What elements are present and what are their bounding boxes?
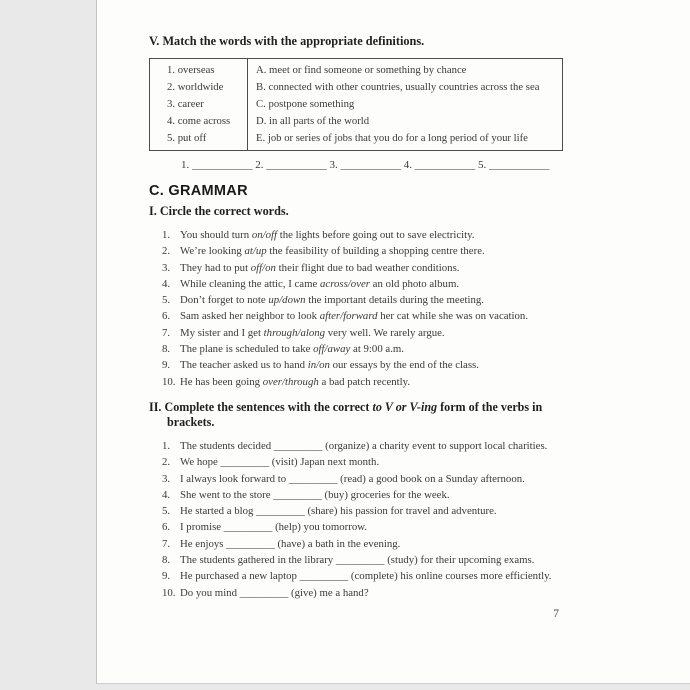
- item-text: He purchased a new laptop _________ (complete) his online courses more efficiently.: [180, 570, 552, 583]
- choice-words: at/up: [244, 245, 267, 258]
- grammar-item: [149, 308, 568, 324]
- item-number: 8.: [162, 554, 171, 567]
- grammar-item: [149, 374, 568, 390]
- match-table: [149, 58, 563, 151]
- item-number: 2.: [162, 456, 171, 469]
- item-text-post: an old photo album.: [369, 277, 460, 290]
- item-number: 1.: [162, 439, 171, 452]
- item-number: 10.: [162, 586, 176, 599]
- table-row: [150, 79, 563, 96]
- grammar-item: [149, 503, 568, 519]
- grammar-ii-list: [149, 438, 568, 601]
- word-cell: 2. worldwide: [167, 81, 224, 93]
- item-text: She went to the store _________ (buy) groceries for the week.: [180, 488, 450, 501]
- item-text-post: her cat while she was on vacation.: [377, 310, 529, 323]
- choice-words: across/over: [320, 277, 370, 290]
- item-text-post: the feasibility of building a shopping centre there.: [266, 245, 485, 258]
- item-number: 5.: [162, 505, 171, 518]
- item-text-post: the lights before going out to save electricity.: [277, 229, 475, 241]
- item-number: 9.: [162, 359, 171, 372]
- item-number: 4.: [162, 277, 171, 290]
- word-cell: 5. put off: [167, 132, 207, 144]
- item-text: The students gathered in the library _________ (study) for their upcoming exams.: [180, 554, 535, 567]
- choice-words: in/on: [307, 359, 330, 372]
- item-text: I promise _________ (help) you tomorrow.: [180, 521, 368, 534]
- item-text-pre: Sam asked her neighbor to look: [180, 310, 320, 323]
- item-text: I always look forward to _________ (read) a good book on a Sunday afternoon.: [180, 472, 525, 485]
- grammar-item: [149, 325, 568, 341]
- item-text: [180, 325, 568, 341]
- item-text: [180, 357, 568, 373]
- item-text: [180, 292, 568, 308]
- item-text-pre: We’re looking: [180, 245, 245, 258]
- grammar-item: [149, 536, 568, 552]
- item-number: 8.: [162, 343, 171, 356]
- definition-cell: C. postpone something: [248, 96, 563, 113]
- item-text: He enjoys _________ (have) a bath in the evening.: [180, 537, 401, 550]
- item-text: [180, 308, 568, 324]
- grammar-item: [149, 585, 568, 601]
- section-v-title: V. Match the words with the appropriate definitions.: [149, 34, 425, 48]
- item-text: [180, 227, 568, 243]
- item-text: [180, 260, 568, 276]
- grammar-item: [149, 292, 568, 308]
- item-number: 9.: [162, 570, 171, 583]
- grammar-i-list: [149, 227, 568, 390]
- item-text: Do you mind _________ (give) me a hand?: [180, 586, 369, 599]
- document-page: [96, 0, 690, 684]
- item-text-pre: The teacher asked us to hand: [180, 359, 308, 372]
- item-number: 6.: [162, 310, 171, 323]
- item-text-post: our essays by the end of the class.: [329, 359, 479, 372]
- item-text-post: their flight due to bad weather conditions.: [275, 261, 460, 274]
- item-number: 7.: [162, 537, 171, 550]
- item-text-pre: He has been going: [180, 375, 263, 388]
- grammar-item: [149, 243, 568, 259]
- item-text: [180, 341, 568, 357]
- grammar-item: [149, 568, 568, 584]
- page-number: 7: [553, 607, 559, 620]
- section-c-title: C. GRAMMAR: [149, 183, 248, 199]
- item-text-post: very well. We rarely argue.: [325, 326, 445, 339]
- choice-words: after/forward: [319, 310, 378, 323]
- grammar-item: [149, 487, 568, 503]
- item-text-pre: Don’t forget to note: [180, 294, 269, 307]
- table-row: [150, 59, 563, 80]
- choice-words: off/on: [250, 261, 276, 274]
- item-number: 3.: [162, 472, 171, 485]
- item-text: [180, 276, 568, 292]
- item-text: [180, 374, 568, 390]
- item-number: 1.: [162, 229, 171, 241]
- grammar-item: [149, 519, 568, 535]
- grammar-item: [149, 357, 568, 373]
- choice-words: on/off: [251, 229, 278, 241]
- grammar-ii-title: [149, 400, 581, 430]
- page-content: [97, 0, 690, 620]
- item-text-post: a bad patch recently.: [318, 375, 411, 388]
- grammar-ii-title-post: form of the verbs in brackets.: [167, 399, 543, 429]
- definition-cell: D. in all parts of the world: [248, 113, 563, 130]
- item-number: 3.: [162, 261, 171, 274]
- table-row: [150, 130, 563, 151]
- item-text-pre: You should turn: [180, 229, 252, 241]
- definition-cell: B. connected with other countries, usually countries across the sea: [248, 79, 563, 96]
- item-number: 2.: [162, 245, 171, 258]
- item-text-pre: While cleaning the attic, I came: [180, 277, 320, 290]
- item-text-pre: My sister and I get: [180, 326, 264, 339]
- choice-words: up/down: [268, 294, 306, 307]
- item-text-post: at 9:00 a.m.: [350, 343, 405, 356]
- definition-cell: A. meet or find someone or something by chance: [248, 59, 563, 80]
- grammar-i-title: I. Circle the correct words.: [149, 204, 289, 218]
- item-text-pre: The plane is scheduled to take: [180, 343, 314, 356]
- grammar-ii-title-pre: II. Complete the sentences with the correct: [149, 399, 373, 414]
- item-text: We hope _________ (visit) Japan next month.: [180, 456, 380, 469]
- grammar-item: [149, 260, 568, 276]
- item-text-post: the important details during the meeting.: [305, 294, 484, 307]
- item-number: 4.: [162, 488, 171, 501]
- item-number: 7.: [162, 326, 171, 339]
- grammar-item: [149, 341, 568, 357]
- choice-words: through/along: [263, 326, 326, 339]
- word-cell: 4. come across: [167, 115, 231, 127]
- choice-words: off/away: [313, 343, 351, 356]
- grammar-ii-title-italic: to V or V-ing: [372, 399, 438, 414]
- table-row: [150, 113, 563, 130]
- word-cell: 3. career: [167, 98, 204, 110]
- choice-words: over/through: [262, 375, 319, 388]
- answer-blanks: 1. ___________ 2. ___________ 3. ___________ 4. ___________ 5. ___________: [181, 159, 550, 171]
- table-row: [150, 96, 563, 113]
- grammar-item: [149, 471, 568, 487]
- item-number: 5.: [162, 294, 171, 307]
- grammar-item: [149, 227, 568, 243]
- item-number: 10.: [162, 375, 176, 388]
- grammar-item: [149, 438, 568, 454]
- definition-cell: E. job or series of jobs that you do for a long period of your life: [248, 130, 563, 151]
- item-text-pre: They had to put: [180, 261, 251, 274]
- grammar-item: [149, 454, 568, 470]
- item-text: He started a blog _________ (share) his passion for travel and adventure.: [180, 505, 497, 518]
- item-text: [180, 243, 568, 259]
- word-cell: 1. overseas: [167, 64, 215, 76]
- grammar-item: [149, 276, 568, 292]
- grammar-item: [149, 552, 568, 568]
- item-text: The students decided _________ (organize) a charity event to support local charities.: [180, 439, 548, 452]
- item-number: 6.: [162, 521, 171, 534]
